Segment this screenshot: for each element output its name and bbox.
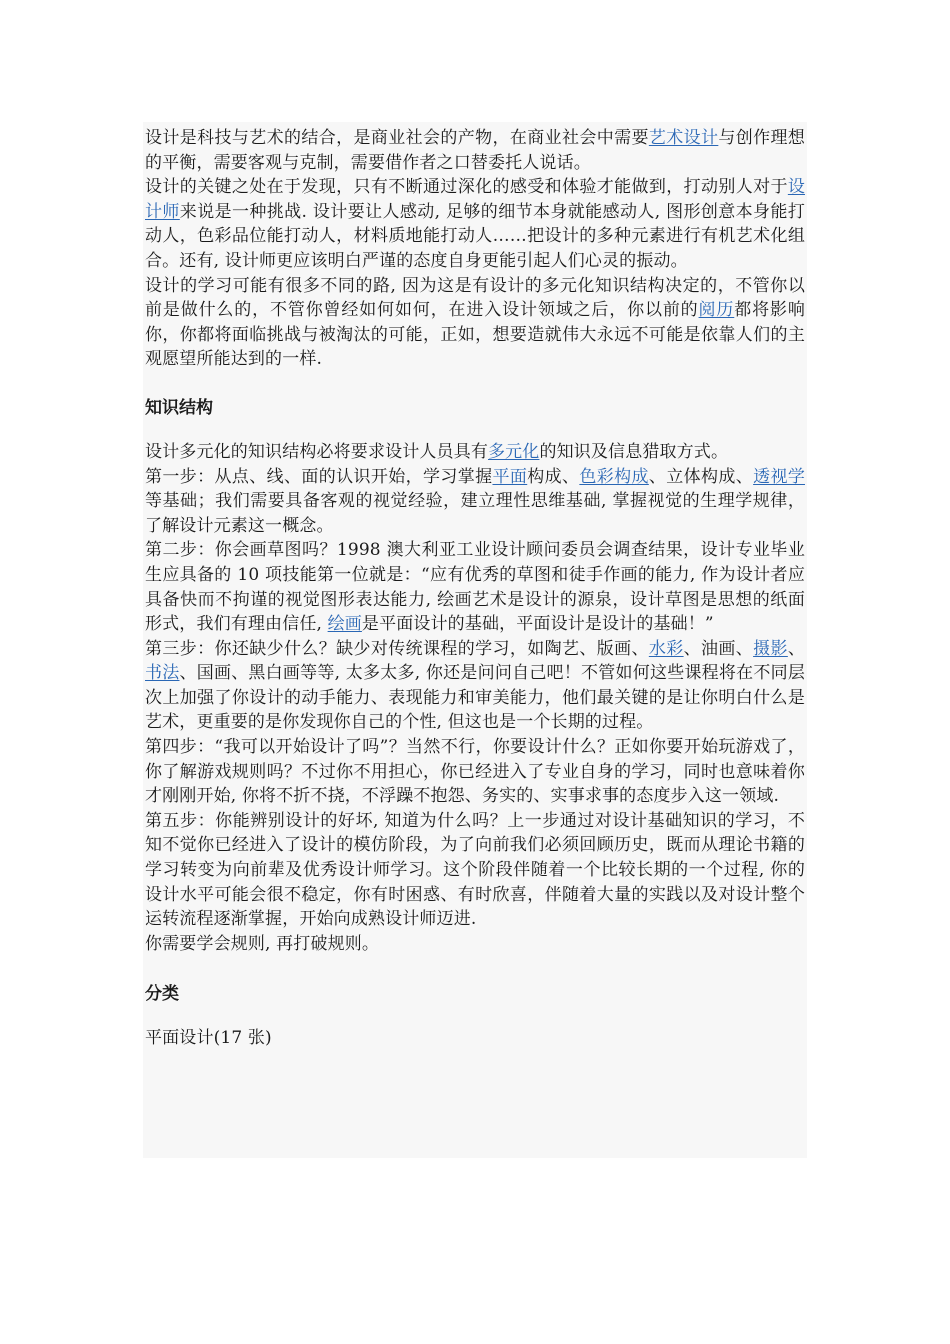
- link-diversified[interactable]: 多元化: [488, 441, 540, 462]
- link-color-composition[interactable]: 色彩构成: [579, 466, 649, 487]
- link-watercolor[interactable]: 水彩: [648, 638, 684, 659]
- link-perspective[interactable]: 透视学: [753, 466, 805, 487]
- link-painting[interactable]: 绘画: [327, 614, 362, 635]
- step-5-paragraph: 第五步：你能辨别设计的好坏, 知道为什么吗？上一步通过对设计基础知识的学习，不知不觉你已经进入了设计的模仿阶段，为了向前我们必须回顾历史，既而从理论书籍的学习转变为向前辈及优秀设计师学习。这个阶段伴随着一个比较长期的一个过程, 你的设计水平可能会很不稳定，你有时困惑、有时欣喜，伴随着大量的实践以及对设计整个运转流程逐渐掌握，开始向成熟设计师迈进.: [145, 810, 805, 930]
- knowledge-paragraph-1: 设计多元化的知识结构必将要求设计人员具有多元化的知识及信息猎取方式。: [145, 441, 729, 462]
- closing-paragraph: 你需要学会规则, 再打破规则。: [145, 933, 380, 954]
- link-plane[interactable]: 平面: [492, 466, 528, 487]
- intro-paragraph-2: 设计的关键之处在于发现，只有不断通过深化的感受和体验才能做到，打动别人对于设计师来说是一种挑战. 设计要让人感动, 足够的细节本身就能感动人, 图形创意本身能打动人，色彩品位能打动人，材料质地能打动人……把设计的多种元素进行有机艺术化组合。还有, 设计师更应该明白严谨的态度自身更能引起人们心灵的振动。: [145, 177, 805, 271]
- link-experience[interactable]: 阅历: [698, 300, 735, 321]
- section-heading-category: 分类: [145, 984, 179, 1005]
- step-1-paragraph: 第一步：从点、线、面的认识开始，学习掌握平面构成、色彩构成、立体构成、透视学等基础；我们需要具备客观的视觉经验，建立理性思维基础, 掌握视觉的生理学规律，了解设计元素这一概念。: [145, 466, 805, 536]
- step-3-paragraph: 第三步：你还缺少什么？缺少对传统课程的学习，如陶艺、版画、水彩、油画、摄影、书法、国画、黑白画等等, 太多太多, 你还是问问自己吧！不管如何这些课程将在不同层次上加强了你设计的动手能力、表现能力和审美能力，他们最关键的是让你明白什么是艺术，更重要的是你发现你自己的个性, 但这也是一个长期的过程。: [145, 638, 805, 733]
- category-item-graphic-design[interactable]: 平面设计(17 张): [145, 1028, 272, 1049]
- intro-paragraph-3: 设计的学习可能有很多不同的路, 因为这是有设计的多元化知识结构决定的，不管你以前是做什么的，不管你曾经如何如何，在进入设计领域之后，你以前的阅历都将影响你，你都将面临挑战与被淘汰的可能，正如，想要造就伟大永远不可能是依靠人们的主观愿望所能达到的一样.: [145, 275, 805, 370]
- step-2-paragraph: 第二步：你会画草图吗？1998 澳大利亚工业设计顾问委员会调查结果，设计专业毕业生应具备的 10 项技能第一位就是：“应有优秀的草图和徒手作画的能力, 作为设计者应具备快而不拘谨的视觉图形表达能力, 绘画艺术是设计的源泉，设计草图是思想的纸面形式，我们有理由信任, 绘画是平面设计的基础，平面设计是设计的基础！”: [145, 540, 805, 635]
- section-heading-knowledge: 知识结构: [145, 397, 213, 418]
- step-4-paragraph: 第四步：“我可以开始设计了吗”？当然不行，你要设计什么？正如你要开始玩游戏了，你了解游戏规则吗？不过你不用担心，你已经进入了专业自身的学习，同时也意味着你才刚刚开始, 你将不折不挠，不浮躁不抱怨、务实的、实事求事的态度步入这一领域.: [145, 737, 805, 807]
- intro-paragraph-1: 设计是科技与艺术的结合，是商业社会的产物，在商业社会中需要艺术设计与创作理想的平衡，需要客观与克制，需要借作者之口替委托人说话。: [145, 128, 805, 173]
- link-photography[interactable]: 摄影: [753, 638, 788, 659]
- link-art-design[interactable]: 艺术设计: [648, 128, 719, 148]
- link-designer[interactable]: 设计师: [145, 177, 805, 222]
- article-content: [143, 122, 807, 1158]
- link-calligraphy[interactable]: 书法: [145, 663, 180, 684]
